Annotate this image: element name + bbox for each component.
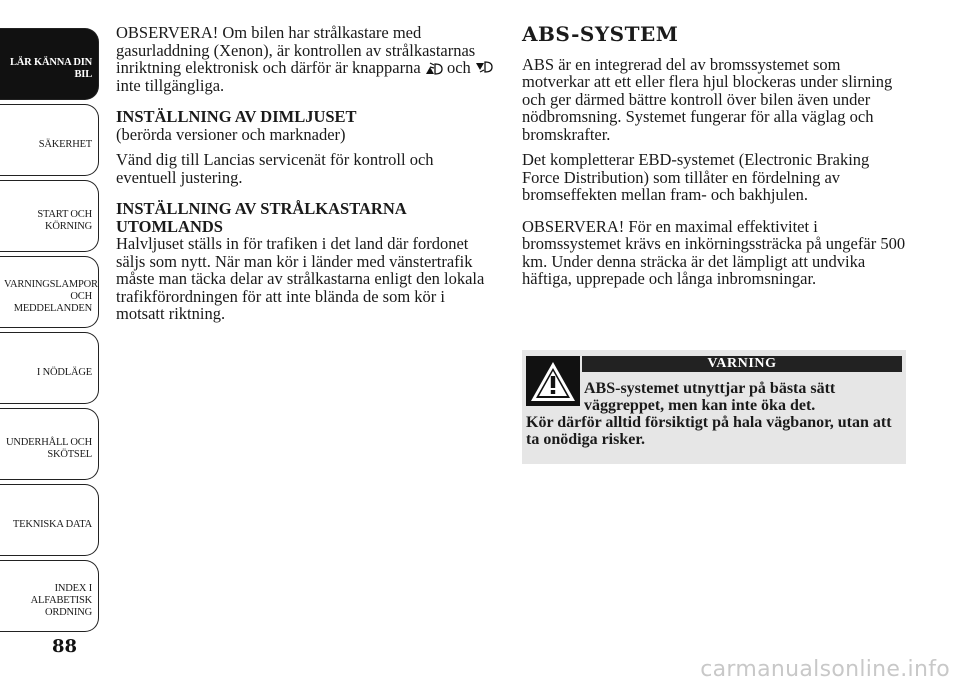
- tab-label: TEKNISKA DATA: [12, 519, 92, 530]
- warning-line-2: Kör därför alltid försiktigt på hala vägbanor, utan att ta onödiga risker.: [526, 414, 892, 448]
- headlight-up-icon: [425, 61, 443, 75]
- abs-paragraph-3: OBSERVERA! För en maximal effektivitet i bromssystemet krävs en inkörningssträcka på ungefär 500 km. Under denna sträcka är det lämpligt att undvika häftiga, upprepade och långa inbromsningar.: [522, 216, 906, 288]
- tab-label: I NÖDLÄGE: [36, 367, 92, 378]
- left-column: [116, 24, 496, 331]
- xenon-note-och: och: [446, 58, 471, 77]
- watermark: carmanualsonline.info: [700, 657, 950, 682]
- warning-text: [526, 380, 904, 448]
- tab-label: INDEX I ALFABETISK ORDNING: [30, 583, 92, 618]
- warning-box: [522, 350, 906, 464]
- abroad-heading: INSTÄLLNING AV STRÅLKASTARNA UTOMLANDS: [116, 199, 406, 236]
- tab-label: LÄR KÄNNA DIN BIL: [10, 57, 92, 80]
- tab-lar-kanna-din-bil[interactable]: [0, 28, 99, 100]
- tab-tekniska-data[interactable]: [0, 484, 99, 556]
- tab-label: UNDERHÅLL OCH SKÖTSEL: [6, 437, 92, 460]
- tab-sakerhet[interactable]: [0, 104, 99, 176]
- xenon-note-text: OBSERVERA! Om bilen har strålkastare med gasurladdning (Xenon), är kontrollen av strålkastarnas inriktning elektronisk och därför är knapparna: [116, 23, 476, 77]
- tab-index[interactable]: [0, 560, 99, 632]
- warning-header: VARNING: [582, 356, 902, 372]
- tab-label: START OCH KÖRNING: [37, 209, 92, 232]
- fog-light-text: Vänd dig till Lancias servicenät för kontroll och eventuell justering.: [116, 150, 434, 187]
- warning-line-1: ABS-systemet utnyttjar på bästa sätt väggreppet, men kan inte öka det.: [584, 380, 836, 414]
- tab-varningslampor[interactable]: [0, 256, 99, 328]
- fog-light-subheading: (berörda versioner och marknader): [116, 124, 346, 144]
- right-column: [522, 24, 908, 296]
- tab-i-nodlage[interactable]: [0, 332, 99, 404]
- abroad-text: Halvljuset ställs in för trafiken i det land där fordonet säljs som nytt. När man kör i länder med vänstertrafik måste man täcka delar av strålkastarna enligt den lokala trafikförordningen för att inte blända de som kör i motsatt riktning.: [116, 234, 485, 323]
- tab-label: VARNINGSLAMPOR OCH MEDDELANDEN: [4, 279, 98, 314]
- tab-underhall-och-skotsel[interactable]: [0, 408, 99, 480]
- abs-title: ABS-SYSTEM: [522, 22, 679, 46]
- tab-start-och-korning[interactable]: [0, 180, 99, 252]
- tab-label: SÄKERHET: [38, 139, 92, 150]
- fog-light-heading: INSTÄLLNING AV DIMLJUSET: [116, 107, 357, 126]
- headlight-down-icon: [475, 61, 493, 75]
- page-number: 88: [52, 636, 78, 657]
- xenon-note-end: inte tillgängliga.: [116, 75, 225, 95]
- xenon-note: [116, 24, 496, 94]
- abs-paragraph-2: Det kompletterar EBD-systemet (Electronic Braking Force Distribution) som tillåter en fördelning av bromseffekten mellan fram- och bakhjulen.: [522, 150, 870, 204]
- abs-paragraph-1: ABS är en integrerad del av bromssystemet som motverkar att ett eller flera hjul blockeras under slirning och ger därmed bättre kontroll över bilen även under nödbromsning. Systemet fungerar för alla väglag och bromskrafter.: [522, 54, 893, 144]
